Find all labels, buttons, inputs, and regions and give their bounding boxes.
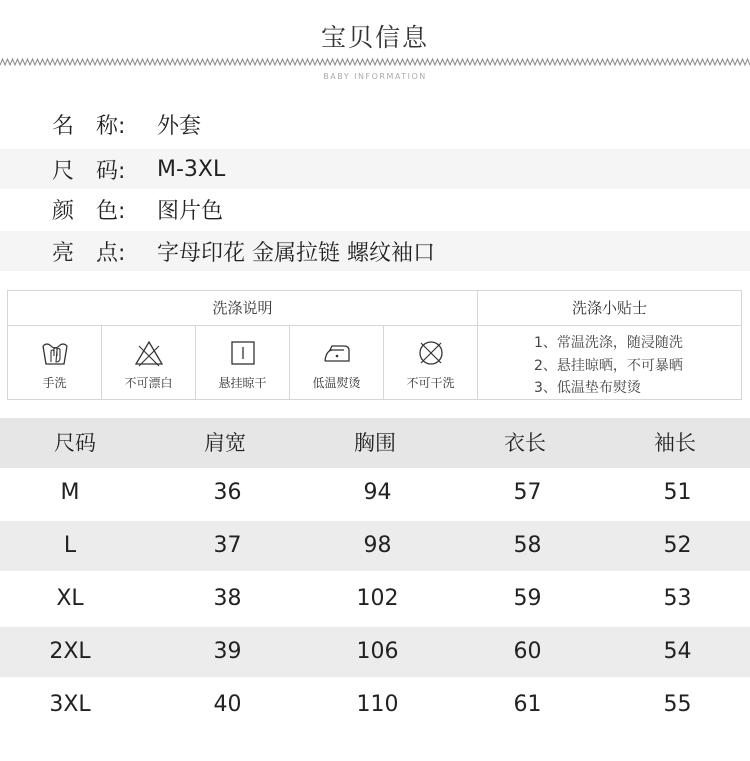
info-label: 颜 色: — [52, 198, 126, 224]
table-row — [0, 680, 750, 730]
care-symbol-hand-wash — [8, 326, 102, 399]
size-cell: 94 — [363, 480, 392, 505]
size-cell: 98 — [363, 533, 392, 558]
size-header-cell: 衣长 — [504, 431, 546, 455]
size-cell: 37 — [213, 533, 242, 558]
no-bleach-icon — [134, 338, 164, 368]
size-cell: M — [60, 480, 80, 505]
care-symbol-label: 悬挂晾干 — [218, 376, 267, 390]
table-row — [0, 521, 750, 571]
info-row-name — [0, 104, 750, 144]
info-label: 名 称: — [52, 113, 126, 139]
size-cell: 2XL — [49, 639, 91, 664]
table-row — [0, 468, 750, 518]
care-symbol-hang-dry — [196, 326, 290, 399]
size-table-header — [0, 418, 750, 468]
size-cell: 39 — [213, 639, 242, 664]
size-cell: 55 — [663, 692, 692, 717]
table-row — [0, 574, 750, 624]
size-cell: 36 — [213, 480, 242, 505]
info-row-size — [0, 149, 750, 189]
page-subtitle: BABY INFORMATION — [323, 72, 427, 81]
size-cell: 58 — [513, 533, 542, 558]
info-row-highlight — [0, 231, 750, 271]
hand-wash-icon — [40, 338, 70, 368]
care-symbol-label: 低温熨烫 — [312, 376, 361, 390]
size-cell: 61 — [513, 692, 542, 717]
info-label: 尺 码: — [52, 158, 126, 184]
size-header-cell: 肩宽 — [204, 431, 246, 455]
care-tip: 2、悬挂晾晒，不可暴晒 — [534, 358, 683, 374]
care-symbol-label: 不可干洗 — [406, 376, 455, 390]
page-title: 宝贝信息 — [320, 23, 429, 52]
care-symbol-label: 不可漂白 — [124, 376, 173, 390]
care-table — [7, 290, 742, 400]
size-cell: 57 — [513, 480, 542, 505]
info-row-color — [0, 189, 750, 229]
low-iron-icon — [322, 338, 352, 368]
size-cell: 106 — [356, 639, 399, 664]
care-tip: 3、低温垫布熨烫 — [534, 380, 641, 396]
zigzag-divider — [0, 56, 750, 68]
size-cell: XL — [56, 586, 84, 611]
no-dry-clean-icon — [416, 338, 446, 368]
size-cell: 102 — [356, 586, 399, 611]
size-cell: 60 — [513, 639, 542, 664]
hang-dry-icon — [228, 338, 258, 368]
info-value: 外套 — [157, 113, 202, 139]
size-cell: 59 — [513, 586, 542, 611]
size-header-cell: 尺码 — [54, 431, 96, 455]
size-cell: L — [63, 533, 77, 558]
size-cell: 3XL — [49, 692, 91, 717]
care-tips — [478, 326, 743, 399]
care-symbol-low-iron — [290, 326, 384, 399]
care-tips-title: 洗涤小贴士 — [478, 291, 741, 326]
care-symbol-no-bleach — [102, 326, 196, 399]
table-row — [0, 627, 750, 677]
care-tip: 1、常温洗涤，随浸随洗 — [534, 335, 683, 351]
size-cell: 53 — [663, 586, 692, 611]
care-symbol-no-dry-clean — [384, 326, 478, 399]
care-instructions-title: 洗涤说明 — [8, 291, 478, 326]
size-header-cell: 胸围 — [354, 431, 396, 455]
info-value: M-3XL — [157, 156, 226, 182]
size-cell: 40 — [213, 692, 242, 717]
info-value: 图片色 — [157, 198, 224, 224]
care-symbol-label: 手洗 — [42, 376, 67, 390]
size-cell: 54 — [663, 639, 692, 664]
size-cell: 51 — [663, 480, 692, 505]
size-header-cell: 袖长 — [654, 431, 696, 455]
size-cell: 38 — [213, 586, 242, 611]
size-cell: 52 — [663, 533, 692, 558]
info-value: 字母印花 金属拉链 螺纹袖口 — [157, 240, 435, 266]
info-label: 亮 点: — [52, 240, 126, 266]
size-cell: 110 — [356, 692, 399, 717]
